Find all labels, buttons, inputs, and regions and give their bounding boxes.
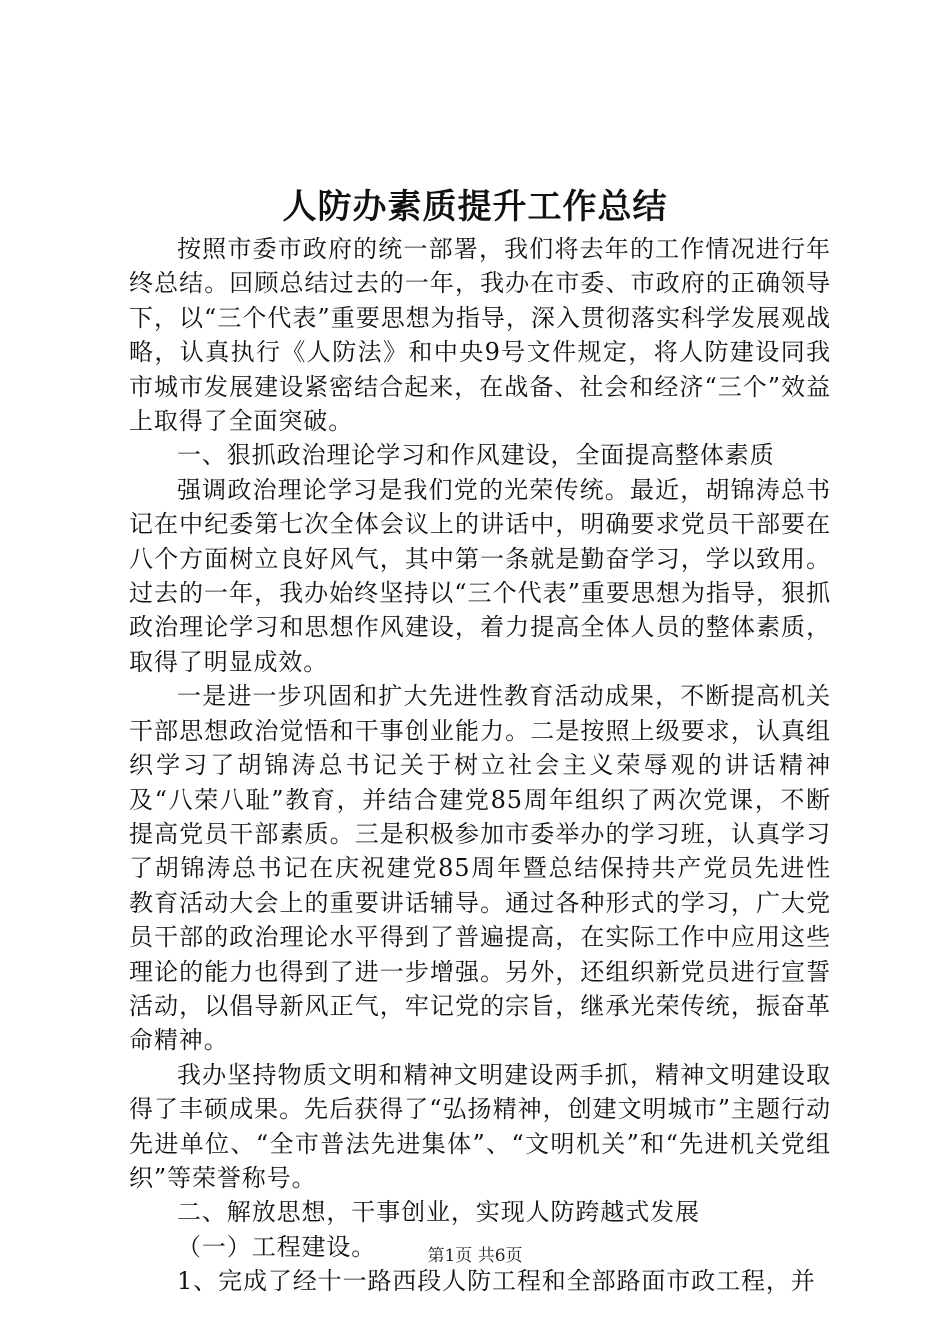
body-paragraph: 强调政治理论学习是我们党的光荣传统。最近，胡锦涛总书记在中纪委第七次全体会议上的讲话中，明确要求党员干部要在八个方面树立良好风气，其中第一条就是勤奋学习，学以致用。过去的一年，我办始终坚持以“三个代表”重要思想为指导，狠抓政治理论学习和思想作风建设，着力提高全体人员的整体素质，取得了明显成效。 — [129, 475, 831, 676]
section-heading-1: 一、狠抓政治理论学习和作风建设，全面提高整体素质 — [177, 441, 775, 470]
document-title: 人防办素质提升工作总结 — [282, 187, 668, 227]
body-paragraph: 一是进一步巩固和扩大先进性教育活动成果，不断提高机关干部思想政治觉悟和干事创业能力。二是按照上级要求，认真组织学习了胡锦涛总书记关于树立社会主义荣辱观的讲话精神及“八荣八耻”教育，并结合建党85周年组织了两次党课，不断提高党员干部素质。三是积极参加市委举办的学习班，认真学习了胡锦涛总书记在庆祝建党85周年暨总结保持共产党员先进性教育活动大会上的重要讲话辅导。通过各种形式的学习，广大党员干部的政治理论水平得到了普遍提高，在实际工作中应用这些理论的能力也得到了进一步增强。另外，还组织新党员进行宣誓活动，以倡导新风正气，牢记党的宗旨，继承光荣传统，振奋革命精神。 — [129, 682, 831, 1055]
page-number-footer: 第1页 共6页 — [427, 1246, 523, 1266]
document-body — [129, 232, 831, 1299]
intro-paragraph: 按照市委市政府的统一部署，我们将去年的工作情况进行年终总结。回顾总结过去的一年，我办在市委、市政府的正确领导下，以“三个代表”重要思想为指导，深入贯彻落实科学发展观战略，认真执行《人防法》和中央9号文件规定，将人防建设同我市城市发展建设紧密结合起来，在战备、社会和经济“三个”效益上取得了全面突破。 — [129, 235, 831, 436]
body-paragraph: 1、完成了经十一路西段人防工程和全部路面市政工程，并 — [177, 1267, 816, 1296]
section-heading-2: 二、解放思想，干事创业，实现人防跨越式发展 — [177, 1198, 700, 1227]
body-paragraph: 我办坚持物质文明和精神文明建设两手抓，精神文明建设取得了丰硕成果。先后获得了“弘扬精神，创建文明城市”主题行动先进单位、“全市普法先进集体”、“文明机关”和“先进机关党组织”等荣誉称号。 — [129, 1060, 831, 1192]
subsection-heading: （一）工程建设。 — [177, 1232, 377, 1261]
